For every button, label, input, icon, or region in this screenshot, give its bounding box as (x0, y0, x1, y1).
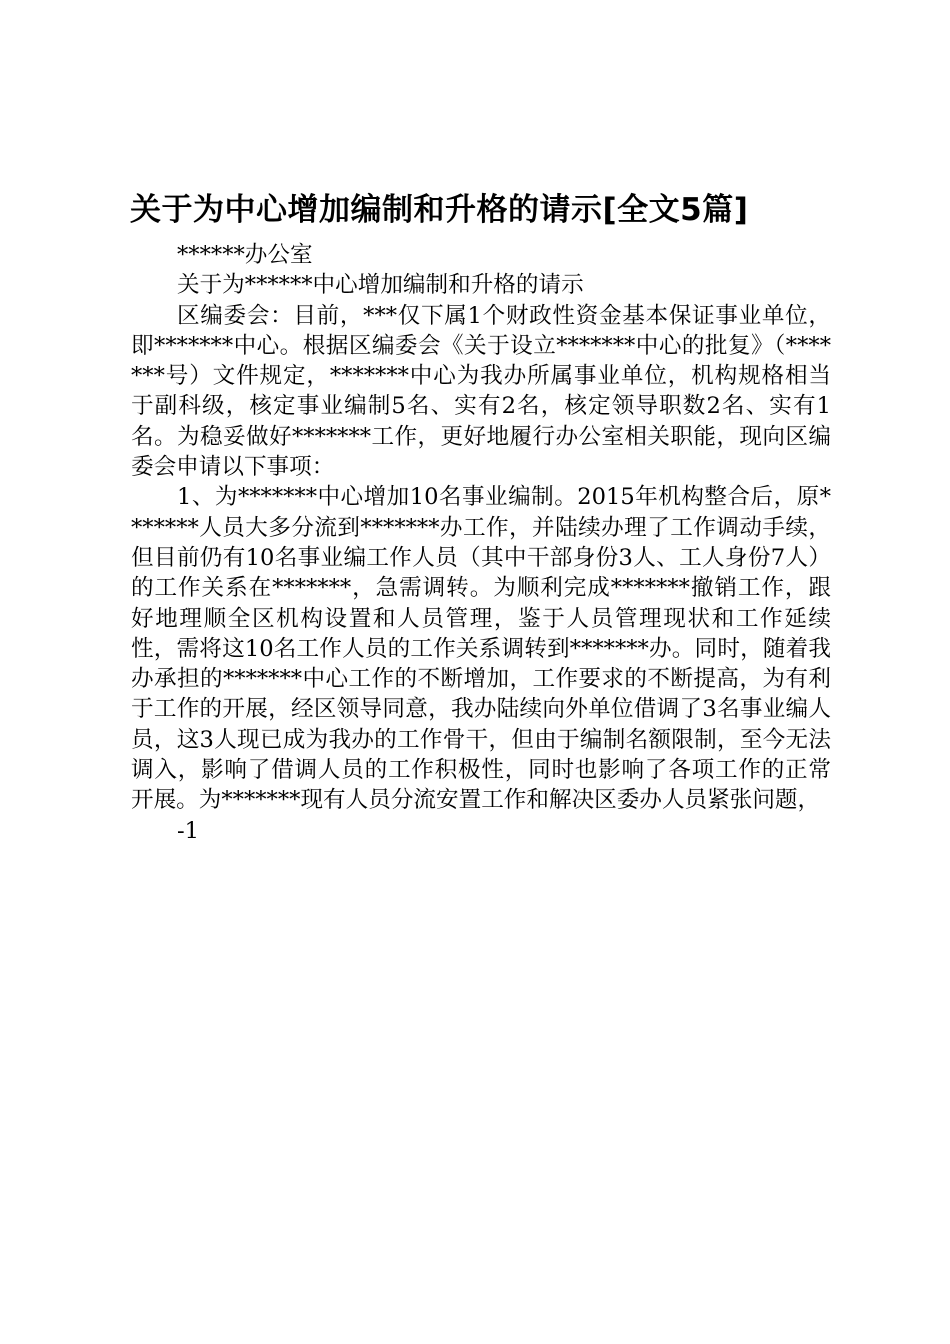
body-paragraph: 区编委会：目前，***仅下属1个财政性资金基本保证事业单位，即*******中心。根据区编委会《关于设立*******中心的批复》（*******号）文件规定，*******中心为我办所属事业单位，机构规格相当于副科级，核定事业编制5名、实有2名，核定领导职数2名、实有1名。为稳妥做好*******工作，更好地履行办公室相关职能，现向区编委会申请以下事项： (131, 302, 831, 481)
body-paragraph: 1、为*******中心增加10名事业编制。2015年机构整合后，原*******人员大多分流到*******办工作，并陆续办理了工作调动手续，但目前仍有10名事业编工作人员（其中干部身份3人、工人身份7人）的工作关系在*******，急需调转。为顺利完成*******撤销工作，跟好地理顺全区机构设置和人员管理，鉴于人员管理现状和工作延续性，需将这10名工作人员的工作关系调转到*******办。同时，随着我办承担的*******中心工作的不断增加，工作要求的不断提高，为有利于工作的开展，经区领导同意，我办陆续向外单位借调了3名事业编人员，这3人现已成为我办的工作骨干，但由于编制名额限制，至今无法调入，影响了借调人员的工作积极性，同时也影响了各项工作的正常开展。为*******现有人员分流安置工作和解决区委办人员紧张问题， (131, 484, 831, 814)
document-body (131, 240, 831, 846)
subject-line: 关于为******中心增加编制和升格的请示 (177, 272, 584, 299)
document-title: 关于为中心增加编制和升格的请示[全文5篇] (130, 192, 749, 228)
office-name-line: ******办公室 (177, 242, 313, 268)
page-number: -1 (177, 817, 200, 844)
